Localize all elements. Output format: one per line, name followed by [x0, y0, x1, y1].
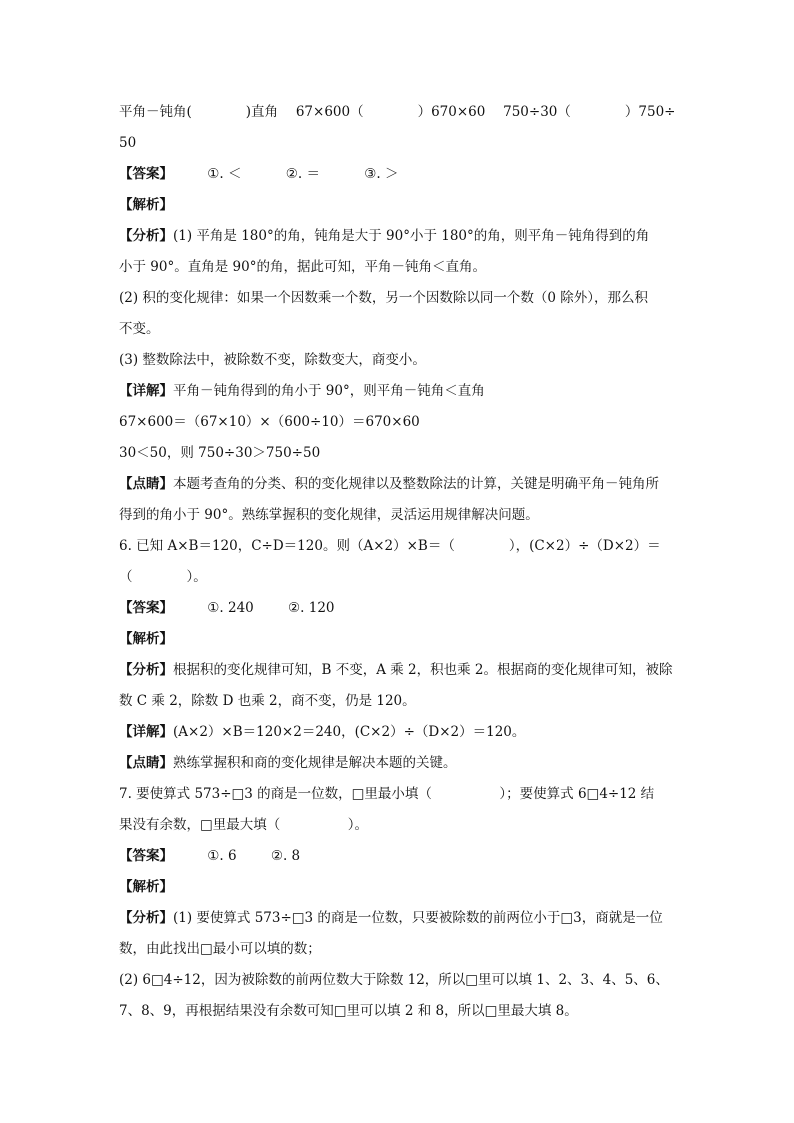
fenxi-line: (2) 积的变化规律：如果一个因数乘一个数，另一个因数除以同一个数（0 除外），那么积 [119, 290, 649, 306]
analysis-label: 【解析】 [119, 879, 173, 895]
fenxi-line: (3) 整数除法中，被除数不变，除数变大，商变小。 [119, 352, 426, 368]
dianjing-line [119, 754, 679, 772]
answer-item: ①. ＜ [207, 166, 242, 182]
question-line: 50 [119, 135, 137, 151]
fenxi-line [119, 909, 679, 927]
fenxi-text: (1) 平角是 180°的角，钝角是大于 90°小于 180°的角，则平角－钝角得到的角 [173, 228, 650, 244]
analysis-label: 【解析】 [119, 197, 173, 213]
answer-label: 【答案】 [119, 848, 173, 864]
dianjing-line: 得到的角小于 90°。熟练掌握积的变化规律，灵活运用规律解决问题。 [119, 507, 539, 523]
dianjing-text: 本题考查角的分类、积的变化规律以及整数除法的计算，关键是明确平角－钝角所 [173, 476, 659, 492]
fenxi-line: 不变。 [119, 321, 160, 337]
answer-row [119, 165, 679, 183]
answer-label: 【答案】 [119, 600, 173, 616]
fenxi-text: (1) 要使算式 573÷□3 的商是一位数，只要被除数的前两位小于□3，商就是一位 [173, 910, 663, 926]
dianjing-text: 熟练掌握积和商的变化规律是解决本题的关键。 [173, 755, 457, 771]
fenxi-line: (2) 6□4÷12，因为被除数的前两位数大于除数 12，所以□里可以填 1、2、3、4、5、6、 [119, 972, 669, 988]
dianjing-label: 【点睛】 [119, 476, 173, 492]
fenxi-label: 【分析】 [119, 662, 173, 678]
xiangjie-line: 30＜50，则 750÷30＞750÷50 [119, 445, 321, 461]
xiangjie-label: 【详解】 [119, 383, 173, 399]
answer-item: ①. 240 [207, 600, 254, 616]
question-line: 平角－钝角( )直角 67×600（ ）670×60 750÷30（ ）750÷ [119, 104, 676, 120]
question-line: 7. 要使算式 573÷□3 的商是一位数，□里最小填（ ）；要使算式 6□4÷12 结 [119, 786, 655, 802]
xiangjie-line: 67×600＝（67×10）×（600÷10）＝670×60 [119, 414, 420, 430]
question-line: 果没有余数，□里最大填（ ）。 [119, 817, 369, 833]
answer-label: 【答案】 [119, 166, 173, 182]
fenxi-line [119, 661, 679, 679]
fenxi-label: 【分析】 [119, 910, 173, 926]
fenxi-label: 【分析】 [119, 228, 173, 244]
fenxi-line: 小于 90°。直角是 90°的角，据此可知，平角－钝角＜直角。 [119, 259, 486, 275]
dianjing-label: 【点睛】 [119, 755, 173, 771]
xiangjie-label: 【详解】 [119, 724, 173, 740]
xiangjie-line [119, 723, 679, 741]
xiangjie-text: (A×2）×B＝120×2＝240，(C×2）÷（D×2）＝120。 [173, 724, 526, 740]
answer-row [119, 599, 679, 617]
answer-item: ②. 8 [270, 848, 301, 864]
question-line: （ ）。 [119, 569, 207, 585]
fenxi-line: 数 C 乘 2，除数 D 也乘 2，商不变，仍是 120。 [119, 693, 416, 709]
dianjing-line [119, 475, 679, 493]
fenxi-line: 7、8、9，再根据结果没有余数可知□里可以填 2 和 8，所以□里最大填 8。 [119, 1003, 578, 1019]
answer-row [119, 847, 679, 865]
fenxi-text: 根据积的变化规律可知，B 不变，A 乘 2，积也乘 2。根据商的变化规律可知，被除 [173, 662, 673, 678]
answer-item: ②. ＝ [285, 166, 320, 182]
answer-item: ①. 6 [207, 848, 237, 864]
fenxi-line: 数，由此找出□最小可以填的数； [119, 941, 321, 957]
answer-item: ③. ＞ [364, 166, 399, 182]
fenxi-line [119, 227, 679, 245]
analysis-label: 【解析】 [119, 631, 173, 647]
xiangjie-line [119, 382, 679, 400]
question-line: 6. 已知 A×B＝120，C÷D＝120。则（A×2）×B＝（ ），(C×2）÷（D×2）＝ [119, 538, 661, 554]
answer-item: ②. 120 [288, 600, 335, 616]
xiangjie-text: 平角－钝角得到的角小于 90°，则平角－钝角＜直角 [173, 383, 485, 399]
